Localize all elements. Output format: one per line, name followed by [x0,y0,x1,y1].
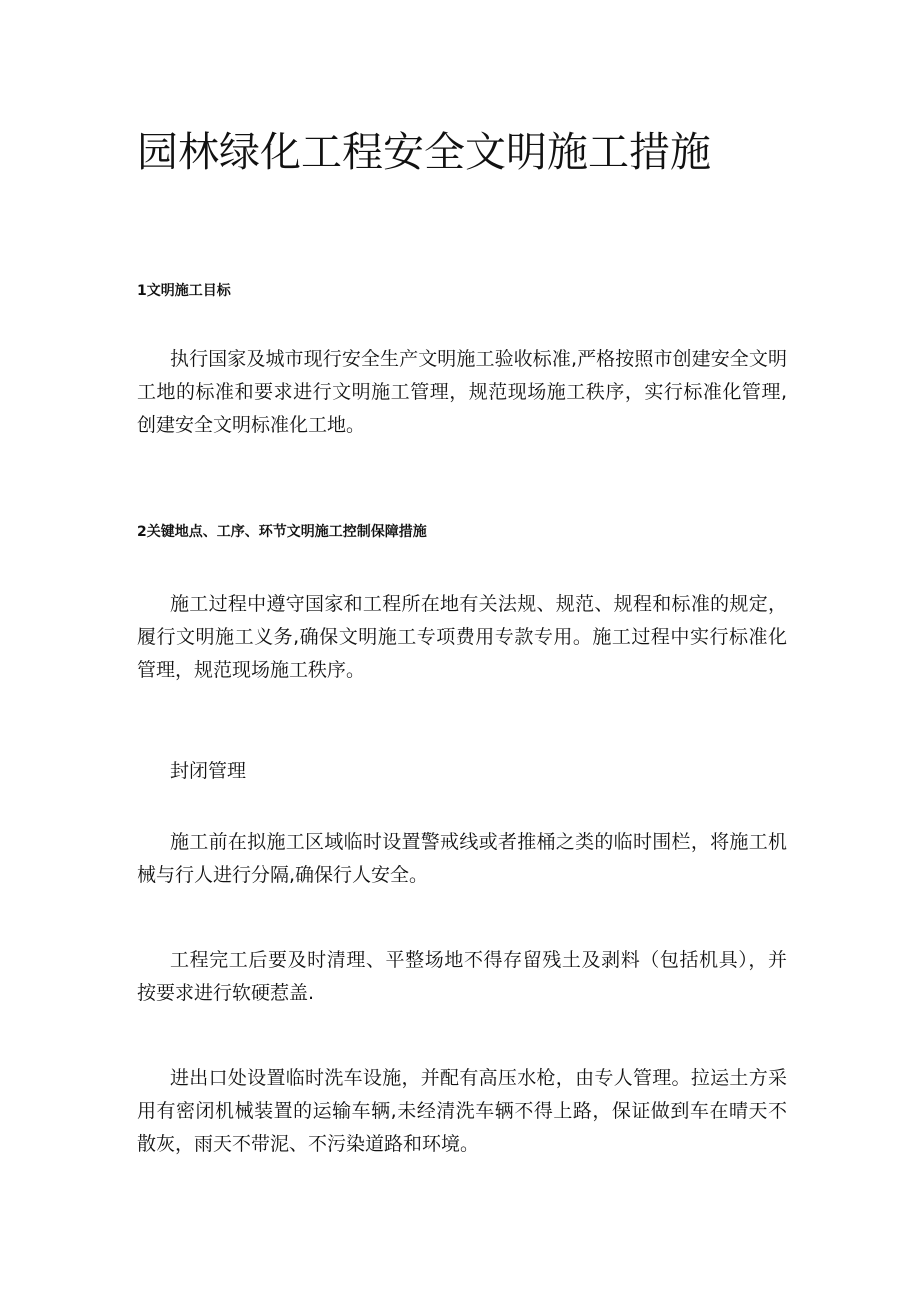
section-heading-1: 1文明施工目标 [137,283,231,299]
document-title: 园林绿化工程安全文明施工措施 [137,128,711,176]
subheading-closed-management: 封闭管理 [170,760,247,782]
section-heading-2: 2关键地点、工序、环节文明施工控制保障措施 [137,524,427,540]
paragraph-site-cleanup: 工程完工后要及时清理、平整场地不得存留残土及剥料（包括机具），并按要求进行软硬惹盖. [137,949,787,1004]
paragraph-warning-line-fencing: 施工前在拟施工区域临时设置警戒线或者推桶之类的临时围栏，将施工机械与行人进行分隔,确保行人安全。 [137,831,787,886]
paragraph-civilized-construction-goal: 执行国家及城市现行安全生产文明施工验收标准,严格按照市创建安全文明工地的标准和要求进行文明施工管理，规范现场施工秩序，实行标准化管理,创建安全文明标准化工地。 [137,348,787,436]
paragraph-vehicle-washing: 进出口处设置临时洗车设施，并配有高压水枪，由专人管理。拉运土方采用有密闭机械装置的运输车辆,未经清洗车辆不得上路，保证做到车在晴天不散灰，雨天不带泥、不污染道路和环境。 [137,1067,787,1155]
paragraph-construction-regulations: 施工过程中遵守国家和工程所在地有关法规、规范、规程和标准的规定，履行文明施工义务,确保文明施工专项费用专款专用。施工过程中实行标准化管理，规范现场施工秩序。 [137,593,787,681]
